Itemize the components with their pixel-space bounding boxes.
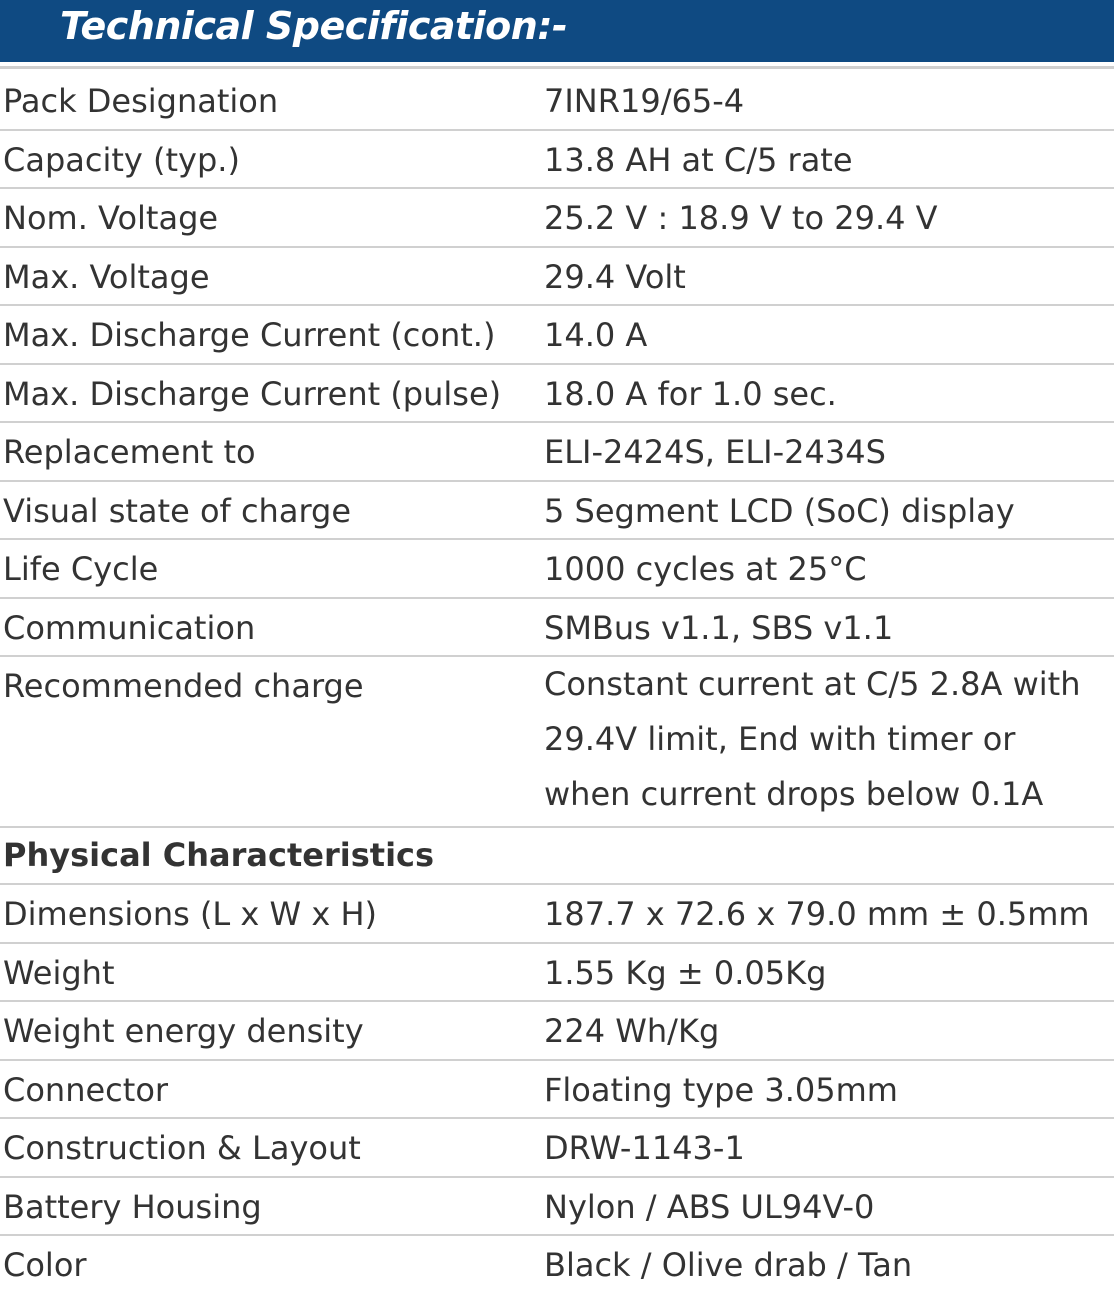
spec-row-max-discharge-cont <box>0 306 1114 365</box>
spec-label: Color <box>3 1246 87 1284</box>
spec-label: Weight energy density <box>3 1012 364 1050</box>
spec-row-recommended-charge <box>0 657 1114 828</box>
spec-label: Max. Voltage <box>3 257 210 296</box>
header-bar <box>0 0 1114 62</box>
charge-line: Constant current at C/5 2.8A with <box>544 665 1081 703</box>
spec-label: Pack Designation <box>3 82 279 120</box>
spec-value: 25.2 V : 18.9 V to 29.4 V <box>544 199 938 237</box>
spec-row-construction <box>0 1119 1114 1178</box>
spec-label: Battery Housing <box>3 1187 262 1226</box>
page-title: Technical Specification:- <box>60 4 568 48</box>
spec-row-capacity <box>0 131 1114 190</box>
spec-row-life-cycle <box>0 540 1114 599</box>
spec-label: Recommended charge <box>3 667 364 705</box>
spec-value: 29.4 Volt <box>544 257 686 296</box>
spec-label: Max. Discharge Current (pulse) <box>3 374 502 413</box>
spec-row-color <box>0 1236 1114 1295</box>
spec-row-max-discharge-pulse <box>0 365 1114 424</box>
spec-row-communication <box>0 599 1114 658</box>
spec-label: Construction & Layout <box>3 1129 361 1167</box>
spec-label: Life Cycle <box>3 550 159 588</box>
spec-value: 7INR19/65-4 <box>544 82 745 120</box>
charge-line: when current drops below 0.1A <box>544 775 1044 813</box>
spec-row-weight <box>0 944 1114 1003</box>
spec-row-visual-soc <box>0 482 1114 541</box>
spec-table <box>0 72 1114 1295</box>
spec-value: 18.0 A for 1.0 sec. <box>544 374 837 413</box>
section-header-physical <box>0 828 1114 885</box>
spec-label: Capacity (typ.) <box>3 140 240 179</box>
spec-label: Replacement to <box>3 433 256 471</box>
spec-value: 224 Wh/Kg <box>544 1012 720 1050</box>
spec-label: Connector <box>3 1070 169 1109</box>
spec-row-housing <box>0 1178 1114 1237</box>
spec-row-max-voltage <box>0 248 1114 307</box>
spec-label: Visual state of charge <box>3 491 352 530</box>
charge-line: 29.4V limit, End with timer or <box>544 720 1016 758</box>
spec-label: Weight <box>3 953 115 992</box>
spec-value: ELI-2424S, ELI-2434S <box>544 433 886 471</box>
spec-value: Floating type 3.05mm <box>544 1070 898 1109</box>
spec-label: Nom. Voltage <box>3 199 219 237</box>
spec-value: 1.55 Kg ± 0.05Kg <box>544 953 827 992</box>
spec-row-pack-designation <box>0 72 1114 131</box>
spec-row-replacement <box>0 423 1114 482</box>
spec-label: Max. Discharge Current (cont.) <box>3 316 496 354</box>
spec-row-energy-density <box>0 1002 1114 1061</box>
spec-label: Dimensions (L x W x H) <box>3 895 377 933</box>
spec-value: Black / Olive drab / Tan <box>544 1246 913 1284</box>
spec-value: 14.0 A <box>544 316 648 354</box>
spec-value: 1000 cycles at 25°C <box>544 550 867 588</box>
spec-value: 13.8 AH at C/5 rate <box>544 140 853 179</box>
spec-value: Nylon / ABS UL94V-0 <box>544 1187 875 1226</box>
spec-row-dimensions <box>0 885 1114 944</box>
spec-row-connector <box>0 1061 1114 1120</box>
header-divider <box>0 66 1114 69</box>
section-title: Physical Characteristics <box>3 836 435 874</box>
spec-value: DRW-1143-1 <box>544 1129 745 1167</box>
spec-value-multiline <box>544 657 1110 822</box>
spec-value: 187.7 x 72.6 x 79.0 mm ± 0.5mm <box>544 895 1090 933</box>
spec-row-nom-voltage <box>0 189 1114 248</box>
spec-label: Communication <box>3 608 256 647</box>
spec-value: SMBus v1.1, SBS v1.1 <box>544 608 894 647</box>
spec-value: 5 Segment LCD (SoC) display <box>544 491 1015 530</box>
